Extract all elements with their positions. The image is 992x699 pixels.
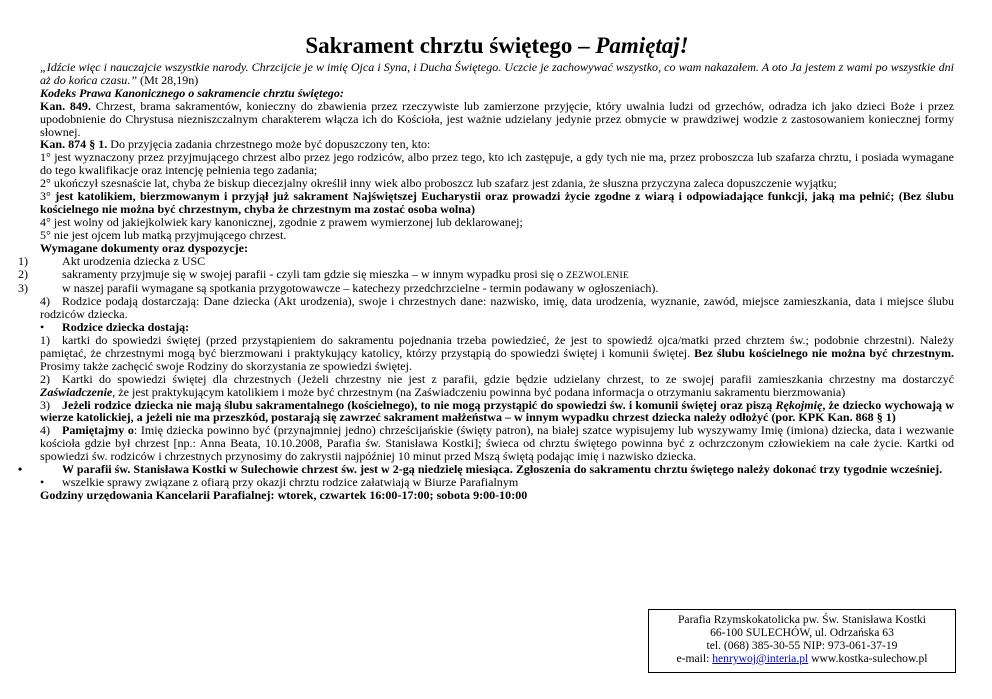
document-text: Rodzice podają dostarczają: Dane dziecka (Akt urodzenia), swoje i chrzestnych dane: nazwisko, imię, data urodzenia, wyznanie, zawód, miejsce zamieszkania, data i miejsce ślubu rodziców dziecka. — [40, 294, 954, 322]
email-label: e-mail: — [676, 652, 713, 665]
parish-address: 66-100 SULECHÓW, ul. Odrzańska 63 — [710, 626, 894, 639]
remember-label: Pamiętajmy o — [62, 423, 134, 438]
kpk-heading: Kodeks Prawa Kanonicznego o sakramencie chrztu świętego: — [40, 85, 344, 100]
condition-3-number: 3° — [40, 189, 51, 204]
document-text: w naszej parafii wymagane są spotkania przygotowawcze – katechezy przedchrzcielne - termin podawany w ogłoszeniach). — [62, 281, 659, 296]
condition-5: 5° nie jest ojcem lub matką przyjmującego chrzest. — [40, 227, 287, 242]
parents-item-2 — [40, 373, 954, 399]
parents-text-bold: Jeżeli rodzice dziecka nie mają ślubu sakramentalnego (kościelnego), to nie mogą przystąpić do spowiedzi św. i komunii świętej oraz piszą — [62, 397, 776, 412]
canon-849-text: Chrzest, brama sakramentów, konieczny do zbawienia przez rzeczywiste lub zamierzone przyjęcie, który uwalnia ludzi od grzechów, odradza ich jako dzieci Boże i przez upodobnienie do Chrystusa niezniszczalnym charakterem włącza ich do Kościoła, jest ważnie udzielany jedynie przez obmycie w prawdziwej wodzie z zastosowaniem koniecznej formy słownej. — [40, 98, 954, 139]
parents-item-3 — [40, 399, 954, 425]
parish-contact-line — [649, 652, 955, 665]
parents-number: 1) — [40, 333, 51, 348]
parents-text: , że jest praktykującym katolikiem i może być chrzestnym (na Zaświadczeniu powinna być podana informacja o otrzymaniu sakramentu bierzmowania) — [112, 384, 846, 399]
parents-text-bold: Bez ślubu kościelnego nie można być chrzestnym. — [694, 345, 955, 360]
bullet-icon: • — [40, 475, 45, 489]
fees-text: wszelkie sprawy związane z ofiarą przy okazji chrztu rodzice załatwiają w Biurze Parafialnym — [62, 475, 519, 489]
documents-heading: Wymagane dokumenty oraz dyspozycje: — [40, 240, 249, 255]
schedule-text: W parafii św. Stanisława Kostki w Sulechowie chrzest św. jest w 2-gą niedzielę miesiąca. Zgłoszenia do sakramentu chrztu świętego należy dokonać trzy tygodnie wcześniej. — [62, 462, 943, 477]
title-emphasis: Pamiętaj! — [595, 33, 689, 58]
document-number: 1) — [18, 253, 29, 268]
quote-text: „Idźcie więc i nauczajcie wszystkie narody. Chrzcijcie je w imię Ojca i Syna, i Ducha Świętego. Uczcie je zachowywać wszystko, co wam nakazałem. A oto Ja jestem z wami po wszystkie dni aż do końca czasu.” — [40, 60, 954, 87]
parents-heading-text: Rodzice dziecka dostają: — [62, 320, 190, 335]
quote-reference: (Mt 28,19n) — [137, 72, 199, 87]
certificate-term: Zaświadczenie — [40, 384, 113, 399]
canon-874-label: Kan. 874 § 1. — [40, 137, 108, 152]
bullet-icon: • — [18, 462, 23, 477]
document-item-2 — [18, 266, 954, 283]
document-number: 2) — [18, 266, 29, 281]
parents-item-1 — [40, 334, 954, 373]
condition-3-text: jest katolikiem, bierzmowanym i przyjął już sakrament Najświętszej Eucharystii oraz prowadzi życie zgodne z wiarą i odpowiadające funkcji, jaką ma pełnić; (Bez ślubu kościelnego nie można być chrzestnym, chyba że chrzestnym ma zostać osoba wolna) — [40, 189, 954, 216]
parents-text: kartki do spowiedzi świętej (przed przystąpieniem do sakramentu pojednania trzeba powiedzieć, że jest to spowiedź ojca/matki przed chrztem św.; podobnie chrzestni). Należy pamiętać, że chrzestnymi mogą być bierzmowani i praktykujący katolicy, którzy przystąpią do spowiedzi świętej i komunii świętej. — [40, 333, 954, 360]
website-text: www.kostka-sulechow.pl — [808, 652, 928, 665]
fees-note — [40, 476, 640, 489]
document-number: 4) — [40, 294, 51, 309]
parish-name: Parafia Rzymskokatolicka pw. Św. Stanisława Kostki — [677, 613, 927, 626]
parents-number: 3) — [40, 397, 51, 412]
canon-874-text: Do przyjęcia zadania chrzestnego może być dopuszczony ten, kto: — [107, 137, 431, 152]
document-text: sakramenty przyjmuje się w swojej parafii - czyli tam gdzie się mieszka – w innym wypadku prosi się o — [62, 266, 567, 281]
guarantee-term: Rękojmię — [775, 397, 823, 412]
email-link[interactable]: henrywoj@interia.pl — [712, 652, 809, 665]
parents-text-bold: , że dziecko wychowają w wierze katolickiej, a jeżeli nie ma przeszkód, postarają się zawrzeć sakrament małżeństwa – w innym wypadku chrzest dziecka należy odłożyć (por. KPK Kan. 868 § 1) — [40, 397, 954, 425]
condition-4: 4° jest wolny od jakiejkolwiek kary kanonicznej, zgodnie z prawem wymierzonej lub deklarowanej; — [40, 214, 523, 229]
bible-quote — [40, 61, 954, 87]
canon-849-label: Kan. 849. — [40, 98, 91, 113]
document-number: 3) — [18, 281, 29, 296]
condition-1: 1° jest wyznaczony przez przyjmującego chrzest albo przez jego rodziców, albo przez tego, kto ich zastępuje, a gdy tych nie ma, przez proboszcza lub szafarza chrztu, i posiada wymagane do tego kwalifikacje oraz intencję pełnienia tego zadania; — [40, 150, 954, 178]
parish-phone: tel. (068) 385-30-55 NIP: 973-061-37-19 — [706, 639, 898, 652]
parents-item-4 — [40, 424, 954, 463]
page-title — [40, 32, 954, 60]
parents-text: Prosimy także zachęcić swoje Rodziny do skorzystania ze spowiedzi świętej. — [40, 358, 413, 373]
parents-number: 4) — [40, 423, 51, 438]
canon-849 — [40, 100, 954, 139]
office-hours: Godziny urzędowania Kancelarii Parafialnej: wtorek, czwartek 16:00-17:00; sobota 9:00-10:00 — [40, 487, 528, 502]
condition-2: 2° ukończył szesnaście lat, chyba że biskup diecezjalny określił inny wiek albo proboszcz lub szafarz jest zdania, że słuszna przyczyna zaleca dopuszczenie wyjątku; — [40, 176, 837, 191]
bullet-icon: • — [40, 320, 45, 335]
contact-box — [648, 609, 956, 673]
document-item-4 — [40, 295, 954, 321]
condition-3 — [40, 190, 954, 216]
document-text: Akt urodzenia dziecka z USC — [62, 253, 206, 268]
parents-text: Kartki do spowiedzi świętej dla chrzestnych (Jeżeli chrzestny nie jest z parafii, gdzie będzie udzielany chrzest, to ze swojej parafii zamieszkania chrzestny ma dostarczyć — [62, 371, 954, 386]
parents-number: 2) — [40, 371, 51, 386]
parents-text: : Imię dziecka powinno być (przynajmniej jedno) chrześcijańskie (święty patron), na białej szatce wypisujemy lub wyszywamy Imię (imiona) dziecka, data i wezwanie kościoła gdzie był chrzest [np.: Anna Beata, 10.10.2008, Parafia św. Stanisława Kostki]; świeca od chrztu świętego powinna być z ochrzczonym człowiekiem na całe życie. Kartki od spowiedzi św. rodziców i chrzestnych przynosimy do zakrystii najpóźniej 10 minut przed Mszą świętą podając imię i nazwisko dziecka. — [40, 423, 954, 464]
document — [18, 32, 955, 502]
permission-term: ZEZWOLENIE — [566, 270, 629, 281]
title-main: Sakrament chrztu świętego – — [305, 33, 596, 58]
